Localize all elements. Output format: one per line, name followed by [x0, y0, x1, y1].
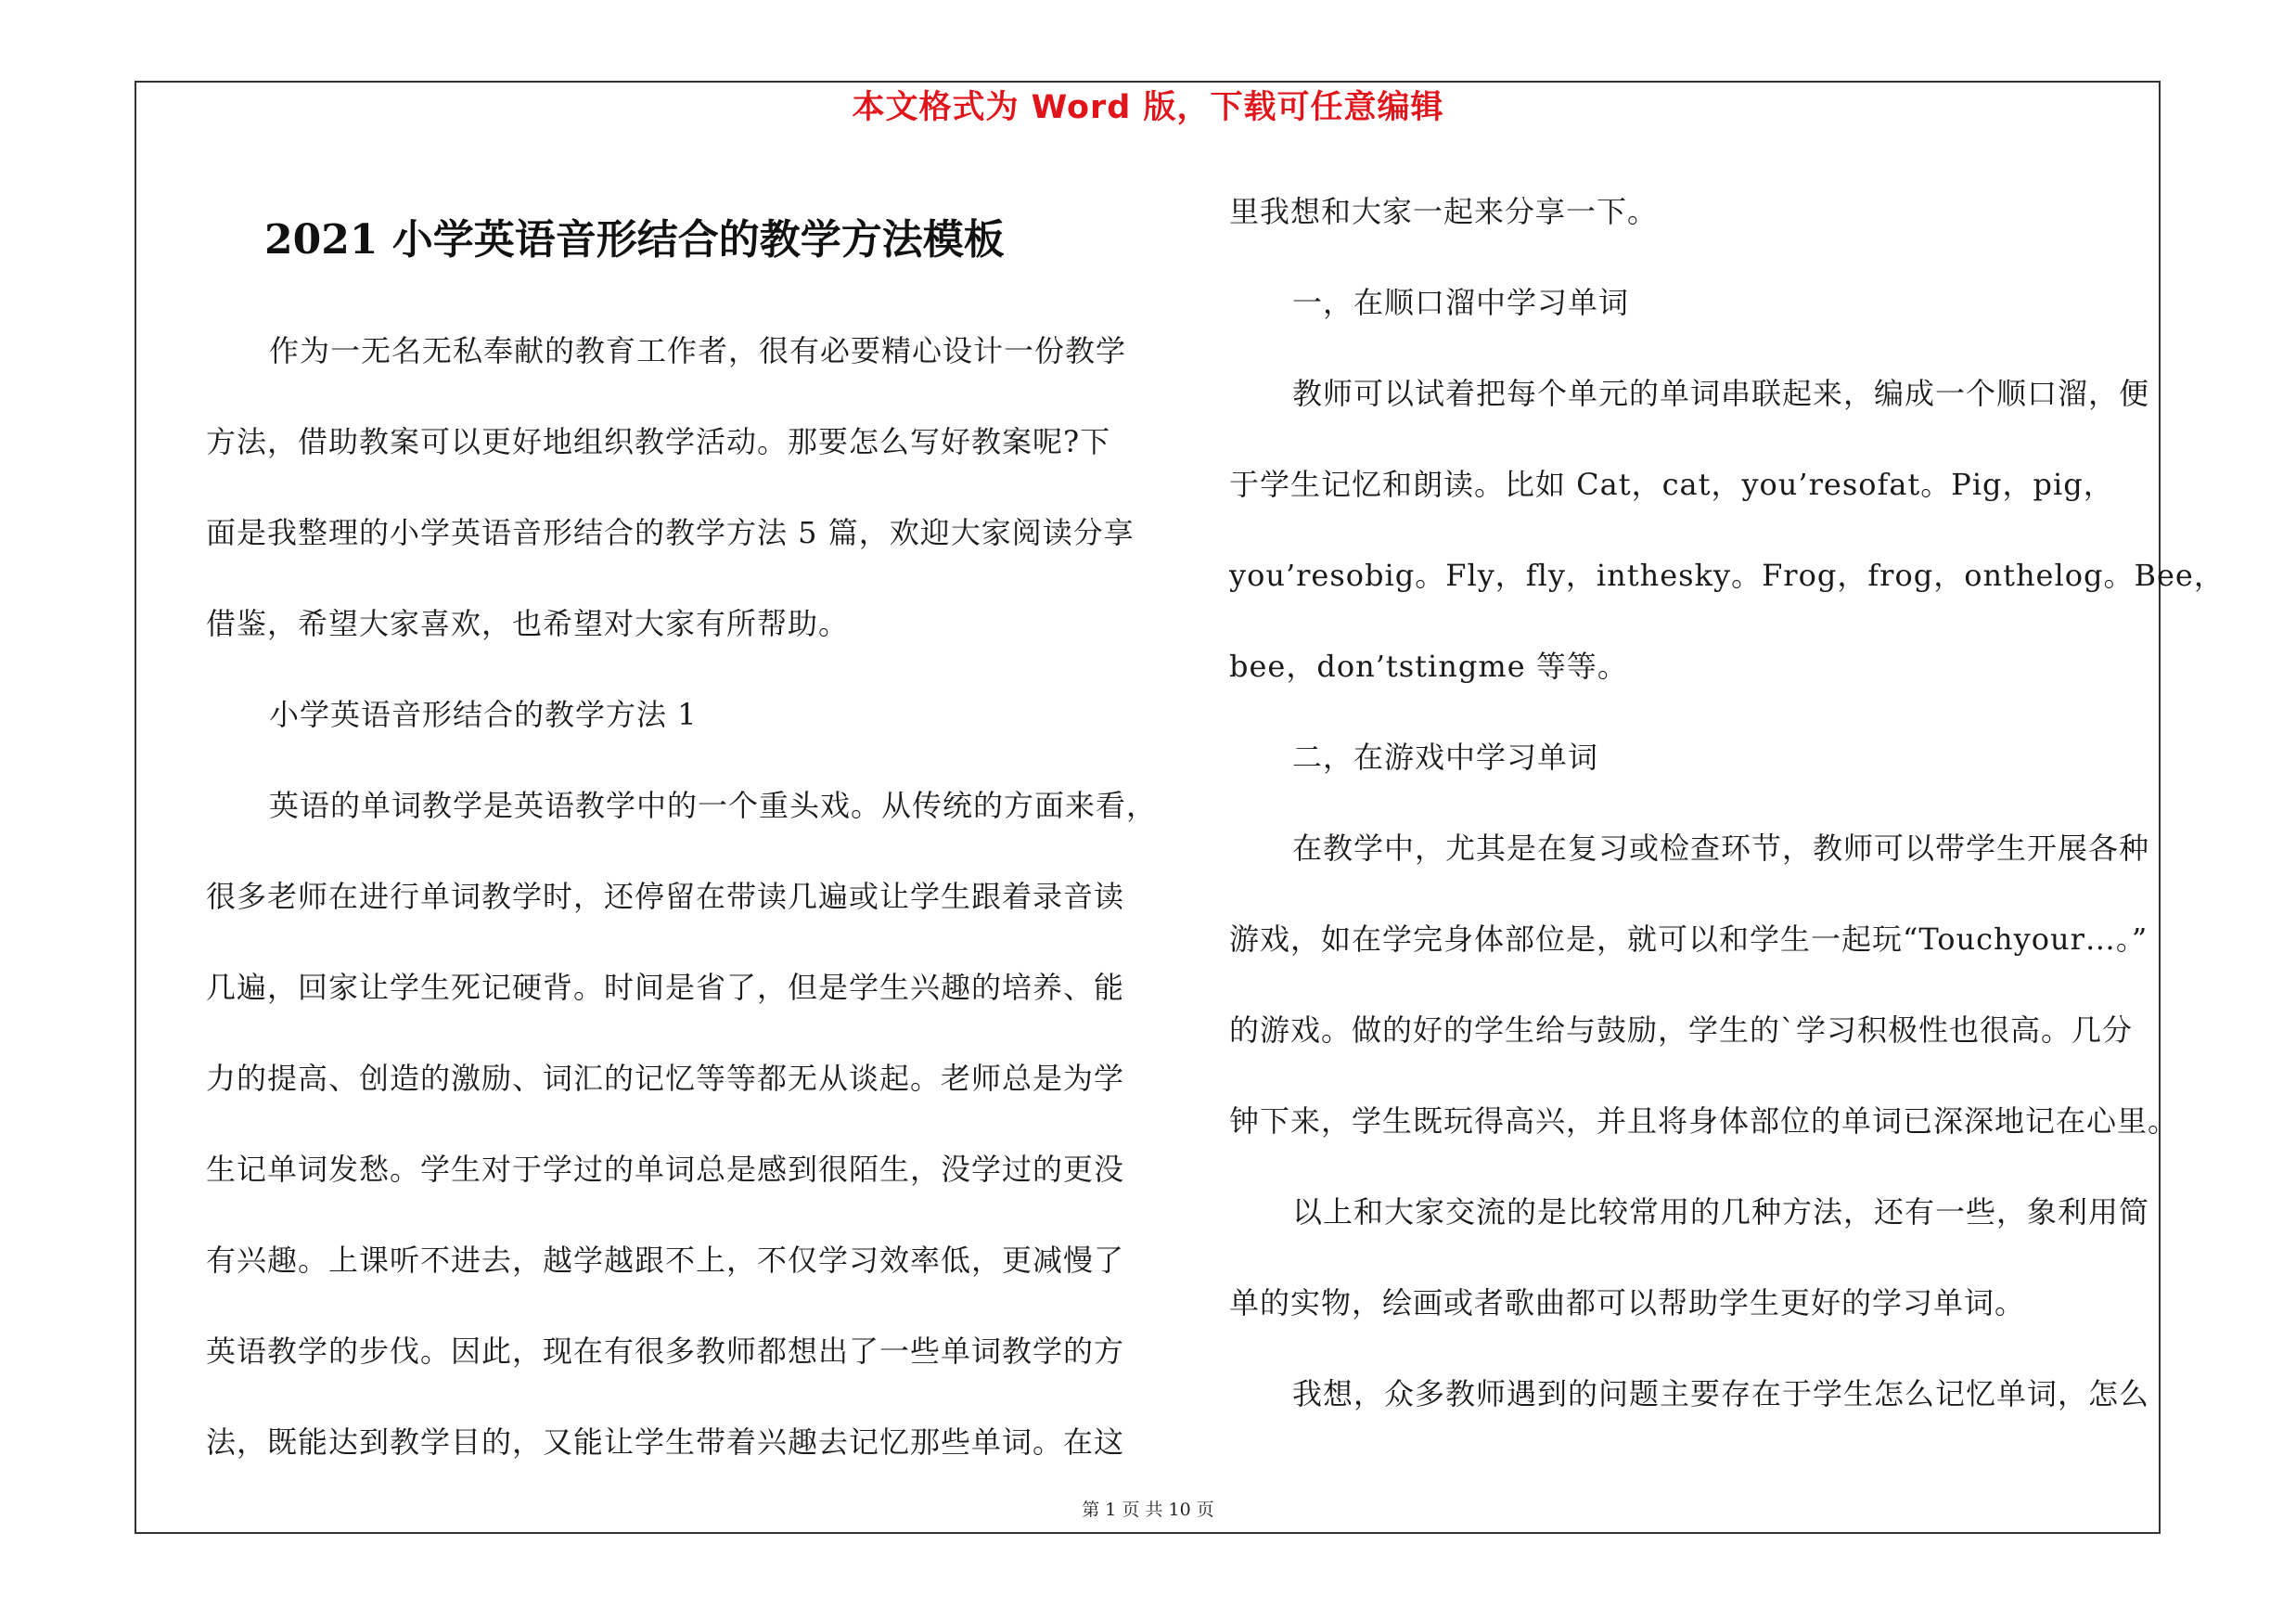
left-line: 力的提高、创造的激励、词汇的记忆等等都无从谈起。老师总是为学 [206, 1061, 1125, 1096]
right-line: 里我想和大家一起来分享一下。 [1229, 194, 1659, 229]
right-section-heading: 二，在游戏中学习单词 [1292, 740, 1599, 775]
right-line: 钟下来，学生既玩得高兴，并且将身体部位的单词已深深地记在心里。 [1229, 1103, 2179, 1139]
left-line: 生记单词发愁。学生对于学过的单词总是感到很陌生，没学过的更没 [206, 1152, 1125, 1187]
right-line: you’resobig。Fly，fly，inthesky。Frog，frog，onthelog。Bee， [1229, 558, 2225, 593]
left-line: 作为一无名无私奉献的教育工作者，很有必要精心设计一份教学 [269, 333, 1127, 368]
left-line: 有兴趣。上课听不进去，越学越跟不上，不仅学习效率低，更减慢了 [206, 1243, 1125, 1278]
left-line: 英语教学的步伐。因此，现在有很多教师都想出了一些单词教学的方 [206, 1333, 1125, 1369]
right-line: bee，don’tstingme 等等。 [1229, 649, 1628, 684]
left-section-heading: 小学英语音形结合的教学方法 1 [269, 697, 698, 732]
left-line: 几遍，回家让学生死记硬背。时间是省了，但是学生兴趣的培养、能 [206, 970, 1125, 1005]
right-line: 的游戏。做的好的学生给与鼓励，学生的`学习积极性也很高。几分 [1229, 1012, 2134, 1048]
left-line: 借鉴，希望大家喜欢，也希望对大家有所帮助。 [206, 606, 850, 641]
left-line: 方法，借助教案可以更好地组织教学活动。那要怎么写好教案呢?下 [206, 424, 1111, 459]
left-line: 面是我整理的小学英语音形结合的教学方法 5 篇，欢迎大家阅读分享 [206, 515, 1135, 550]
right-line: 单的实物，绘画或者歌曲都可以帮助学生更好的学习单词。 [1229, 1285, 2026, 1320]
left-line: 很多老师在进行单词教学时，还停留在带读几遍或让学生跟着录音读 [206, 879, 1125, 914]
left-line: 英语的单词教学是英语教学中的一个重头戏。从传统的方面来看， [269, 788, 1158, 823]
left-line: 法，既能达到教学目的，又能让学生带着兴趣去记忆那些单词。在这 [206, 1424, 1125, 1460]
right-line: 我想，众多教师遇到的问题主要存在于学生怎么记忆单词，怎么 [1292, 1376, 2150, 1411]
right-line: 以上和大家交流的是比较常用的几种方法，还有一些，象利用简 [1292, 1194, 2150, 1230]
right-line: 游戏，如在学完身体部位是，就可以和学生一起玩“Touchyour…。” [1229, 921, 2148, 957]
page-number-footer: 第 1 页 共 10 页 [1082, 1500, 1214, 1520]
right-line: 在教学中，尤其是在复习或检查环节，教师可以带学生开展各种 [1292, 831, 2150, 866]
right-line: 于学生记忆和朗读。比如 Cat，cat，you’resofat。Pig，pig， [1229, 467, 2114, 502]
right-section-heading: 一，在顺口溜中学习单词 [1292, 285, 1630, 320]
right-line: 教师可以试着把每个单元的单词串联起来，编成一个顺口溜，便 [1292, 376, 2150, 411]
format-banner: 本文格式为 Word 版，下载可任意编辑 [852, 89, 1444, 126]
document-title: 2021 小学英语音形结合的教学方法模板 [264, 216, 1005, 264]
